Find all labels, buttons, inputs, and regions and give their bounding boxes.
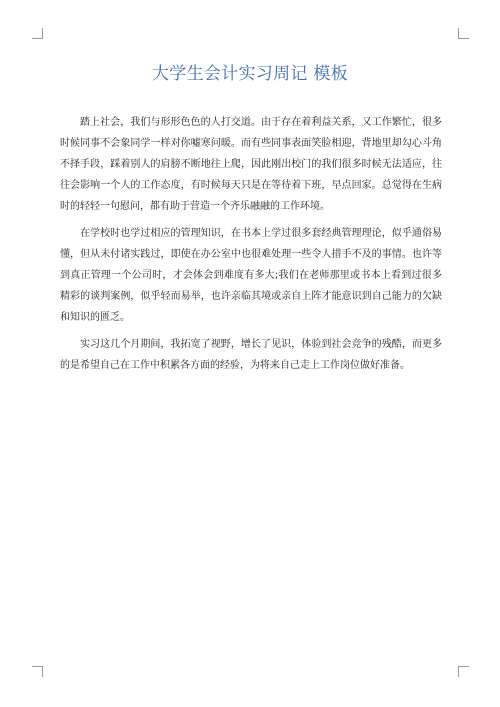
paragraph-3: 实习这几个月期间，我拓宽了视野，增长了见识，体验到社会竞争的残酷，而更多的是希望自己在工作中积累各方面的经验，为将来自己走上工作岗位做好准备。 [60, 339, 442, 371]
document-body [60, 112, 442, 382]
corner-mark-bottom-right [458, 666, 469, 677]
corner-mark-bottom-left [32, 666, 43, 677]
corner-mark-top-right [458, 28, 469, 39]
corner-mark-top-left [32, 28, 43, 39]
document-title: 大学生会计实习周记 模板 [151, 64, 348, 84]
paragraph-1: 踏上社会，我们与形形色色的人打交道。由于存在着利益关系，又工作繁忙，很多时候同事不会象同学一样对你嘘寒问暖。而有些同事表面笑脸相迎，背地里却勾心斗角不择手段，踩着别人的肩膀不断地往上爬，因此刚出校门的我们很多时候无法适应，往往会影响一个人的工作态度，有时候每天只是在等待着下班，早点回家。总觉得在生病时的轻轻一句慰问，都有助于营造一个齐乐融融的工作环境。 [60, 117, 442, 212]
paragraph-2: 在学校时也学过相应的管理知识，在书本上学过很多套经典管理理论，似乎通俗易懂，但从未付诸实践过，即使在办公室中也很难处理一些令人措手不及的事情。也许等到真正管理一个公司时，才会体会到难度有多大;我们在老师那里或书本上看到过很多精彩的谈判案例，似乎轻而易举，也许亲临其境或亲自上阵才能意识到自己能力的欠缺和知识的匮乏。 [60, 228, 442, 323]
